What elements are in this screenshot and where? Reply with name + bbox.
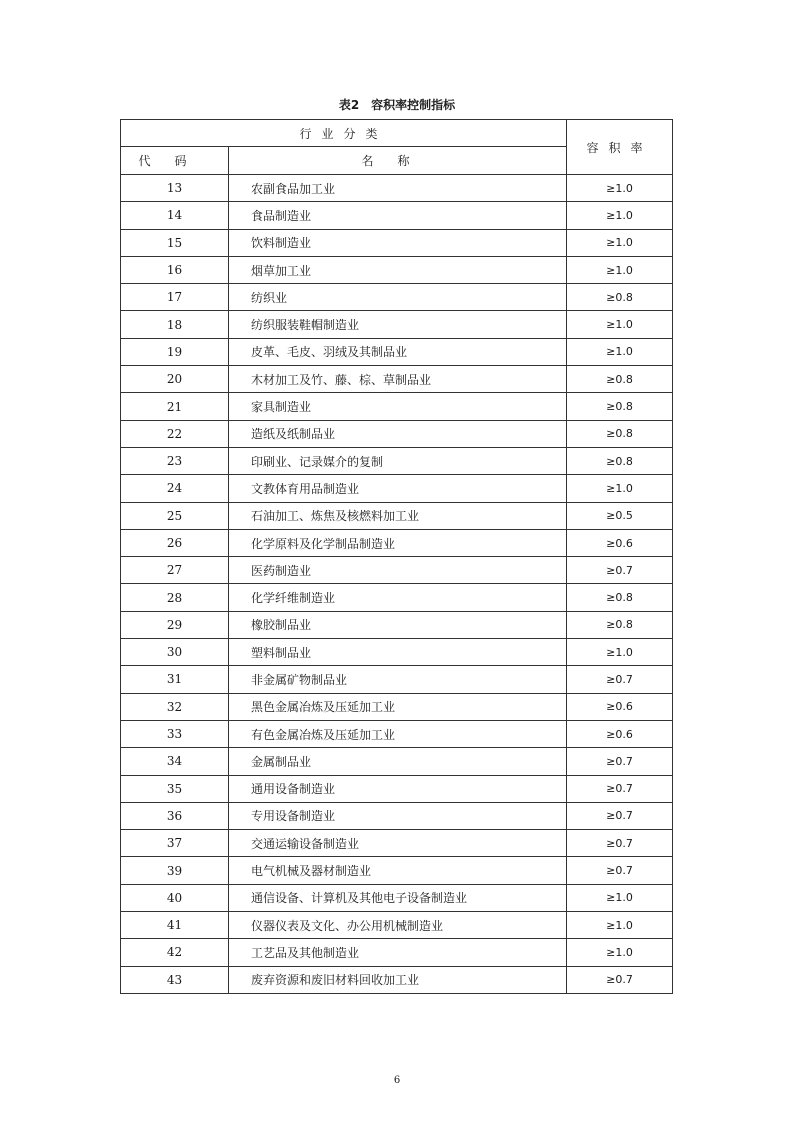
industry-name-cell: 食品制造业 bbox=[229, 202, 567, 229]
table-row bbox=[121, 256, 673, 283]
table-row bbox=[121, 611, 673, 638]
industry-name-cell: 烟草加工业 bbox=[229, 256, 567, 283]
industry-code-cell: 42 bbox=[121, 939, 229, 966]
industry-name-cell: 印刷业、记录媒介的复制 bbox=[229, 447, 567, 474]
industry-code-cell: 36 bbox=[121, 802, 229, 829]
industry-code-cell: 17 bbox=[121, 284, 229, 311]
industry-name-cell: 塑料制品业 bbox=[229, 639, 567, 666]
table-row bbox=[121, 284, 673, 311]
industry-name-cell: 纺织业 bbox=[229, 284, 567, 311]
industry-code-cell: 22 bbox=[121, 420, 229, 447]
industry-code-cell: 30 bbox=[121, 639, 229, 666]
industry-name-cell: 通用设备制造业 bbox=[229, 775, 567, 802]
industry-name-cell: 非金属矿物制品业 bbox=[229, 666, 567, 693]
table-row bbox=[121, 912, 673, 939]
floor-area-ratio-cell: ≥0.8 bbox=[567, 284, 673, 311]
floor-area-ratio-cell: ≥0.8 bbox=[567, 584, 673, 611]
industry-code-cell: 16 bbox=[121, 256, 229, 283]
floor-area-ratio-cell: ≥0.7 bbox=[567, 748, 673, 775]
table-row bbox=[121, 775, 673, 802]
floor-area-ratio-cell: ≥1.0 bbox=[567, 256, 673, 283]
industry-name-cell: 饮料制造业 bbox=[229, 229, 567, 256]
page-number: 6 bbox=[393, 1075, 401, 1086]
floor-area-ratio-cell: ≥1.0 bbox=[567, 475, 673, 502]
table-body bbox=[121, 175, 673, 994]
industry-code-cell: 28 bbox=[121, 584, 229, 611]
floor-area-ratio-cell: ≥0.7 bbox=[567, 857, 673, 884]
floor-area-ratio-cell: ≥0.5 bbox=[567, 502, 673, 529]
industry-code-cell: 26 bbox=[121, 529, 229, 556]
floor-area-ratio-cell: ≥0.7 bbox=[567, 666, 673, 693]
industry-name-cell: 木材加工及竹、藤、棕、草制品业 bbox=[229, 366, 567, 393]
table-row bbox=[121, 529, 673, 556]
header-name: 名称 bbox=[229, 147, 567, 175]
industry-name-cell: 农副食品加工业 bbox=[229, 175, 567, 202]
floor-area-ratio-cell: ≥0.7 bbox=[567, 557, 673, 584]
floor-area-ratio-cell: ≥0.6 bbox=[567, 720, 673, 747]
industry-name-cell: 石油加工、炼焦及核燃料加工业 bbox=[229, 502, 567, 529]
industry-name-cell: 医药制造业 bbox=[229, 557, 567, 584]
table-row bbox=[121, 720, 673, 747]
industry-code-cell: 43 bbox=[121, 966, 229, 993]
floor-area-ratio-cell: ≥1.0 bbox=[567, 202, 673, 229]
industry-name-cell: 工艺品及其他制造业 bbox=[229, 939, 567, 966]
table-row bbox=[121, 202, 673, 229]
industry-name-cell: 黑色金属冶炼及压延加工业 bbox=[229, 693, 567, 720]
industry-code-cell: 23 bbox=[121, 447, 229, 474]
floor-area-ratio-cell: ≥1.0 bbox=[567, 311, 673, 338]
industry-name-cell: 橡胶制品业 bbox=[229, 611, 567, 638]
industry-code-cell: 25 bbox=[121, 502, 229, 529]
industry-code-cell: 32 bbox=[121, 693, 229, 720]
table-row bbox=[121, 939, 673, 966]
floor-area-ratio-cell: ≥1.0 bbox=[567, 912, 673, 939]
industry-name-cell: 电气机械及器材制造业 bbox=[229, 857, 567, 884]
industry-name-cell: 通信设备、计算机及其他电子设备制造业 bbox=[229, 884, 567, 911]
table-row bbox=[121, 420, 673, 447]
industry-code-cell: 29 bbox=[121, 611, 229, 638]
table-row bbox=[121, 748, 673, 775]
table-row bbox=[121, 229, 673, 256]
industry-name-cell: 有色金属冶炼及压延加工业 bbox=[229, 720, 567, 747]
table-row bbox=[121, 857, 673, 884]
table-row bbox=[121, 802, 673, 829]
floor-area-ratio-cell: ≥1.0 bbox=[567, 939, 673, 966]
floor-area-ratio-cell: ≥1.0 bbox=[567, 175, 673, 202]
industry-code-cell: 27 bbox=[121, 557, 229, 584]
table-row bbox=[121, 830, 673, 857]
industry-code-cell: 41 bbox=[121, 912, 229, 939]
floor-area-ratio-table bbox=[120, 119, 673, 994]
table-row bbox=[121, 475, 673, 502]
industry-name-cell: 化学原料及化学制品制造业 bbox=[229, 529, 567, 556]
floor-area-ratio-cell: ≥0.6 bbox=[567, 693, 673, 720]
table-row bbox=[121, 557, 673, 584]
industry-name-cell: 金属制品业 bbox=[229, 748, 567, 775]
industry-name-cell: 化学纤维制造业 bbox=[229, 584, 567, 611]
industry-name-cell: 交通运输设备制造业 bbox=[229, 830, 567, 857]
industry-code-cell: 35 bbox=[121, 775, 229, 802]
industry-code-cell: 14 bbox=[121, 202, 229, 229]
industry-name-cell: 纺织服装鞋帽制造业 bbox=[229, 311, 567, 338]
header-code: 代码 bbox=[121, 147, 229, 175]
industry-name-cell: 造纸及纸制品业 bbox=[229, 420, 567, 447]
table-row bbox=[121, 175, 673, 202]
industry-name-cell: 家具制造业 bbox=[229, 393, 567, 420]
floor-area-ratio-cell: ≥0.7 bbox=[567, 802, 673, 829]
industry-code-cell: 20 bbox=[121, 366, 229, 393]
floor-area-ratio-cell: ≥0.8 bbox=[567, 393, 673, 420]
table-row bbox=[121, 366, 673, 393]
header-floor-area-ratio: 容积率 bbox=[567, 120, 673, 175]
industry-code-cell: 31 bbox=[121, 666, 229, 693]
table-row bbox=[121, 884, 673, 911]
header-industry-category: 行业分类 bbox=[121, 120, 567, 147]
floor-area-ratio-cell: ≥1.0 bbox=[567, 338, 673, 365]
industry-name-cell: 仪器仪表及文化、办公用机械制造业 bbox=[229, 912, 567, 939]
table-row bbox=[121, 966, 673, 993]
table-row bbox=[121, 338, 673, 365]
industry-code-cell: 39 bbox=[121, 857, 229, 884]
industry-name-cell: 文教体育用品制造业 bbox=[229, 475, 567, 502]
industry-code-cell: 21 bbox=[121, 393, 229, 420]
floor-area-ratio-cell: ≥0.8 bbox=[567, 366, 673, 393]
industry-code-cell: 19 bbox=[121, 338, 229, 365]
industry-name-cell: 专用设备制造业 bbox=[229, 802, 567, 829]
floor-area-ratio-cell: ≥0.8 bbox=[567, 447, 673, 474]
floor-area-ratio-cell: ≥0.6 bbox=[567, 529, 673, 556]
floor-area-ratio-cell: ≥0.8 bbox=[567, 611, 673, 638]
industry-code-cell: 33 bbox=[121, 720, 229, 747]
floor-area-ratio-cell: ≥1.0 bbox=[567, 884, 673, 911]
floor-area-ratio-cell: ≥0.7 bbox=[567, 830, 673, 857]
table-row bbox=[121, 502, 673, 529]
floor-area-ratio-cell: ≥0.7 bbox=[567, 966, 673, 993]
floor-area-ratio-cell: ≥0.8 bbox=[567, 420, 673, 447]
industry-code-cell: 34 bbox=[121, 748, 229, 775]
industry-code-cell: 40 bbox=[121, 884, 229, 911]
industry-code-cell: 37 bbox=[121, 830, 229, 857]
industry-code-cell: 24 bbox=[121, 475, 229, 502]
industry-name-cell: 皮革、毛皮、羽绒及其制品业 bbox=[229, 338, 567, 365]
industry-name-cell: 废弃资源和废旧材料回收加工业 bbox=[229, 966, 567, 993]
floor-area-ratio-cell: ≥1.0 bbox=[567, 229, 673, 256]
industry-code-cell: 18 bbox=[121, 311, 229, 338]
table-row bbox=[121, 693, 673, 720]
table-row bbox=[121, 393, 673, 420]
table-row bbox=[121, 666, 673, 693]
floor-area-ratio-cell: ≥0.7 bbox=[567, 775, 673, 802]
industry-code-cell: 15 bbox=[121, 229, 229, 256]
industry-code-cell: 13 bbox=[121, 175, 229, 202]
table-title: 表2 容积率控制指标 bbox=[338, 98, 456, 112]
table-row bbox=[121, 584, 673, 611]
table-row bbox=[121, 311, 673, 338]
table-row bbox=[121, 639, 673, 666]
floor-area-ratio-cell: ≥1.0 bbox=[567, 639, 673, 666]
table-row bbox=[121, 447, 673, 474]
